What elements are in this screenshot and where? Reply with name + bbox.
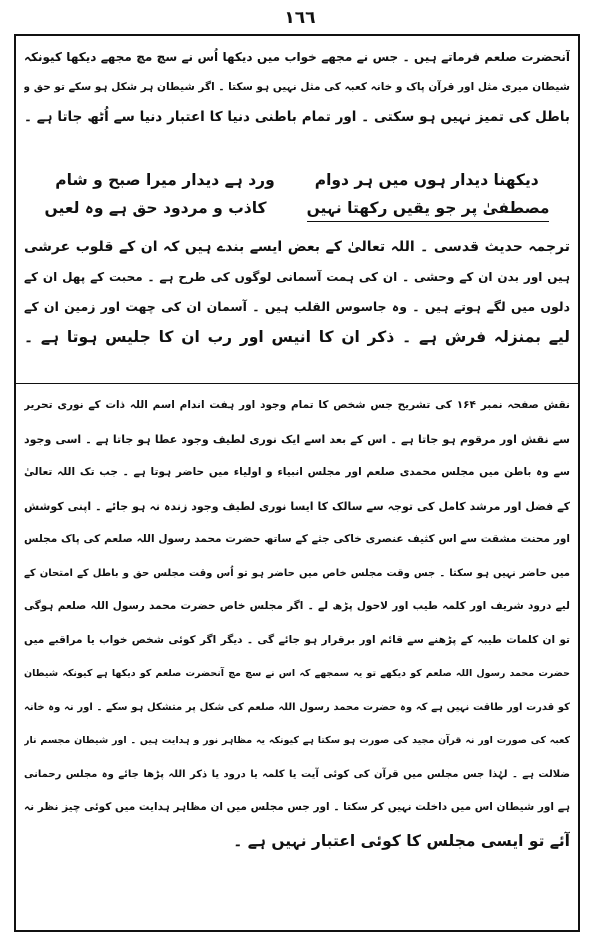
text-line: سے نقش اور مرقوم ہو جاتا ہے ۔ اس کے بعد اسے ایک نوری لطیف وجود عطا ہو جاتا ہے ۔ اسی وجود (24, 432, 570, 446)
section-divider (14, 383, 580, 384)
text-line: کو قدرت اور طاقت نہیں ہے کہ وہ حضرت محمد رسول اللہ صلعم کی شکل پر متشکل ہو سکے ۔ اور نہ وہ خانہ (24, 701, 570, 713)
text-line: کے فضل اور مرشد کامل کی توجہ سے سالک کا ایسا نوری لطیف وجود زندہ نہ ہو جائے ۔ اپنی کوشش (24, 499, 570, 513)
text-line: کعبہ کی صورت اور نہ قرآن مجید کی صورت ہو سکتا ہے کیونکہ یہ مظاہر نور و ہدایت ہیں ۔ اور شیطان مجسم نار (24, 735, 570, 746)
text-line: آنحضرت صلعم فرماتے ہیں ۔ جس نے مجھے خواب میں دیکھا اُس نے سچ مچ مجھے دیکھا کیونکہ (24, 50, 570, 64)
hemistich: دیکھنا دیدار ہوں میں ہر دوام (314, 171, 539, 189)
text-line: لیے درود شریف اور کلمہ طیب اور لاحول پڑھ لے ۔ اگر مجلس خاص حضرت محمد رسول اللہ صلعم ہوگی (24, 600, 570, 612)
poem (24, 166, 570, 222)
text-line: حضرت محمد رسول اللہ صلعم کو دیکھے تو یہ سمجھے کہ اس نے سچ مچ آنحضرت صلعم کو دیکھا ہے کیونکہ شیطان (24, 668, 570, 679)
hemistich: مصطفیٰ پر جو یقیں رکھتا نہیں (307, 194, 550, 222)
text-line: شیطان میری مثل اور قرآن پاک و خانہ کعبہ کی مثل نہیں ہو سکتا ۔ اگر شیطان ہر شکل ہو سکے تو حق و (24, 81, 570, 93)
text-line: ہے اور شیطان اس میں داخلت نہیں کر سکتا ۔ اور جس مجلس میں ان مظاہر ہدایت میں کوئی چیز نظر نہ (24, 801, 570, 813)
bottom-section (24, 389, 570, 858)
text-line: ترجمہ حدیث قدسی ۔ اللہ تعالیٰ کے بعض ایسے بندے ہیں کہ ان کے قلوب عرشی (24, 239, 570, 255)
text-line: ہیں اور بدن ان کے وحشی ۔ ان کی ہمت آسمانی لوگوں کی طرح ہے ۔ محبت کے پھل ان کے (24, 270, 570, 284)
text-line: ضلالت ہے ۔ لہٰذا جس مجلس میں قرآن کی کوئی آیت یا کلمہ یا درود یا ذکر اللہ پڑھا جائے وہ مجلس رحمانی (24, 768, 570, 780)
text-line: لیے بمنزلہ فرش ہے ۔ ذکر ان کا انیس اور رب ان کا جلیس ہوتا ہے ۔ (24, 328, 570, 346)
text-line: آئے تو ایسی مجلس کا کوئی اعتبار نہیں ہے ۔ (233, 831, 570, 850)
text-line: دلوں میں لگے ہوتے ہیں ۔ وہ جاسوس القلب ہیں ۔ آسمان ان کی چھت اور زمین ان کے (24, 299, 570, 314)
text-line: نقش صفحہ نمبر ۱۶۴ کی تشریح جس شخص کا تمام وجود اور ہفت اندام اسم اللہ ذات کے نوری تحریر (24, 399, 570, 411)
page-number: ١٦٦ (284, 8, 316, 28)
hemistich: کاذب و مردود حق ہے وہ لعیں (44, 199, 267, 217)
hemistich: ورد ہے دیدار میرا صبح و شام (55, 171, 275, 189)
text-line: اور محنت مشقت سے اس کثیف عنصری خاکی جثے کے ساتھ حضرت محمد رسول اللہ صلعم کی پاک مجلس (24, 533, 570, 545)
middle-section (24, 232, 570, 352)
text-line: تو ان کلمات طیبہ کے پڑھنے سے قائم اور برقرار ہو جائے گی ۔ دیگر اگر کوئی شخص خواب یا مراقبے میں (24, 633, 570, 646)
top-section (24, 42, 570, 132)
couplet (24, 194, 570, 222)
text-line: میں حاضر نہیں ہو سکتا ۔ جس وقت مجلس خاص میں حاضر ہو تو اُس وقت مجلس حق و باطل کے امتحان کے (24, 567, 570, 579)
couplet (24, 166, 570, 194)
text-line: باطل کی تمیز نہیں ہو سکتی ۔ اور تمام باطنی دنیا کا اعتبار دنیا سے اُٹھ جاتا ہے ۔ (24, 109, 570, 125)
text-line: سے وہ باطن میں مجلس محمدی صلعم اور مجلس انبیاء و اولیاء میں حاضر ہوتا ہے ۔ جب تک اللہ تعالیٰ (24, 466, 570, 478)
